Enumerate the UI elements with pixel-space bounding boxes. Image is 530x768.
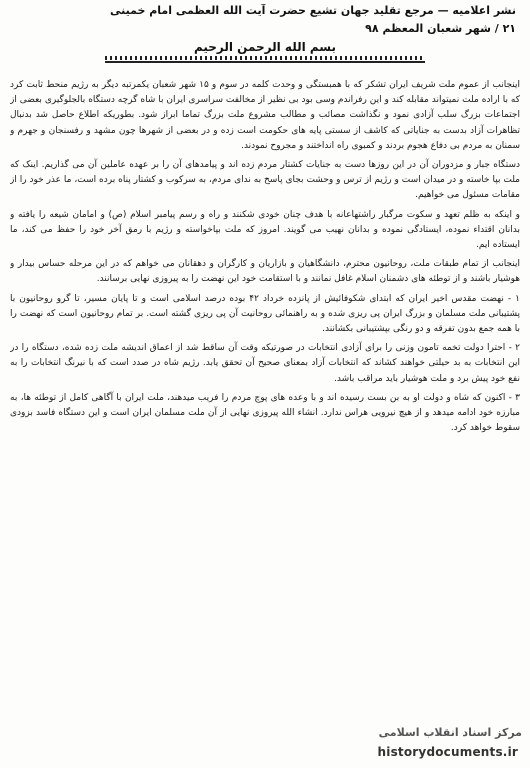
title-ornament bbox=[105, 56, 425, 68]
ornament-dots bbox=[105, 56, 425, 60]
ornament-line bbox=[105, 61, 425, 63]
basmala: بسم الله الرحمن الرحیم bbox=[193, 40, 337, 54]
paragraph-1: اینجانب از عموم ملت شریف ایران تشکر که با همبستگی و وحدت کلمه در سوم و ۱۵ شهر شعبان یکمرتبه دیگر به رژیم منحط ثابت کرد که با اراده ملت نمیتواند مقابله کند و این رفراندم وسی بود بی نظیر از مخالفت سراسری ایران با شاه گرچه دستگاه بالجلوگیری بعضی از اجتماعات بزرگ سلب آزادی نمود و نگذاشت مصائب و مطالب مشروع ملت بزرگ تماما ابراز شود. بطوریکه اطلاع حاصل شد بدنبال تظاهرات آزاد بدست به جنایاتی که کاشف از سستی پایه های حکومت است زده و در بعضی از شهرها چون مشهد و رفسنجان و جهرم و سمنان به مردم بی دفاع هجوم بردند و کمبوی راه انداختند و مجروح نمودند. bbox=[10, 80, 520, 151]
paragraph-5: ۱ - نهضت مقدس اخیر ایران که ابتدای شکوفائیش از پانزده خرداد ۴۲ بوده درصد اسلامی است و تا پایان مسیر، تا گرو روحانیون با پشتیبانی ملت مسلمان و بزرگ ایران پی ریزی شده و به راهنمائی روحانیت آن پی ریزی گشته است. بر تمام روحانیون است که نهضت را با همه جمع بدون تفرقه و دو رنگی بپشتیبانی بکشانند. bbox=[10, 293, 520, 335]
watermark-archive-name: مرکز اسناد انقلاب اسلامی bbox=[378, 726, 522, 739]
paragraph-6: ۲ - احترا دولت تخمه تامون وزنی را برای آزادی انتخابات در صورتیکه وقت آن ساقط شد از اعماق اندیشه ملت زده شده، دستگاه را در این انتخابات به بد حیلتی خواهند کشاند که انتخابات آزاد بمعنای صحیح آن تحقق یابد. رژیم شاه در صدد است که با نیرنگ انتخابات را به نفع خود پیش برد و ملت هوشیار باید مراقب باشد. bbox=[10, 343, 520, 384]
paragraph-3: و اینکه به ظلم تعهد و سکوت مرگبار راشتهاعانه با هدف چنان خودی شکنند و راه و رسم پیامبر اسلام (ص) و امامان شیعه را یافته و بدانان اقتداء نموده، ایستادگی نموده و بدانان نهیب می گویند. امروز که ملت بپاخواسته و رژیم با رمق آخر خود را حفظ می کند، ما ایستاده ایم. bbox=[10, 209, 520, 251]
document-body bbox=[10, 78, 520, 738]
paragraph-4: اینجانب از تمام طبقات ملت، روحانیون محترم، دانشگاهیان و بازاریان و کارگران و دهقانان می خواهم که در این مرحله حساس بیدار و هوشیار باشند و از توطئه های دشمنان اسلام غافل نمانند و با استقامت خود این نهضت را به پیروزی نهایی برسانند. bbox=[10, 259, 520, 285]
paragraph-2: دستگاه جبار و مزدوران آن در این روزها دست به جنایات کشتار مردم زده اند و پیامدهای آن را بر عهده عاملین آن می گذاریم. اینک که ملت بپا خاسته و در میدان است و رژیم از ترس و وحشت بجای پاسخ به ندای مردم، به سرکوب و کشتار پناه برده است، ما عذر خود را از مقامات مسئول می خواهیم. bbox=[10, 160, 520, 201]
document-header: نشر اعلامیه — مرجع تقلید جهان تشیع حضرت آیت الله العظمی امام خمینی bbox=[109, 4, 516, 17]
archive-watermark bbox=[300, 726, 522, 764]
watermark-url: historydocuments.ir bbox=[377, 745, 518, 759]
document-date: ۲۱ / شهر شعبان المعظم ۹۸ bbox=[365, 22, 516, 35]
paragraph-7: ۳ - اکنون که شاه و دولت او به بن بست رسیده اند و با وعده های پوچ مردم را فریب میدهند، ملت ایران با آگاهی کامل از توطئه ها، به مبارزه خود ادامه میدهد و از هیچ نیرویی هراس ندارد. انشاء الله پیروزی نهایی از آن ملت مسلمان ایران است و این دستگاه فاسد بزودی سقوط خواهد کرد. bbox=[10, 392, 520, 434]
